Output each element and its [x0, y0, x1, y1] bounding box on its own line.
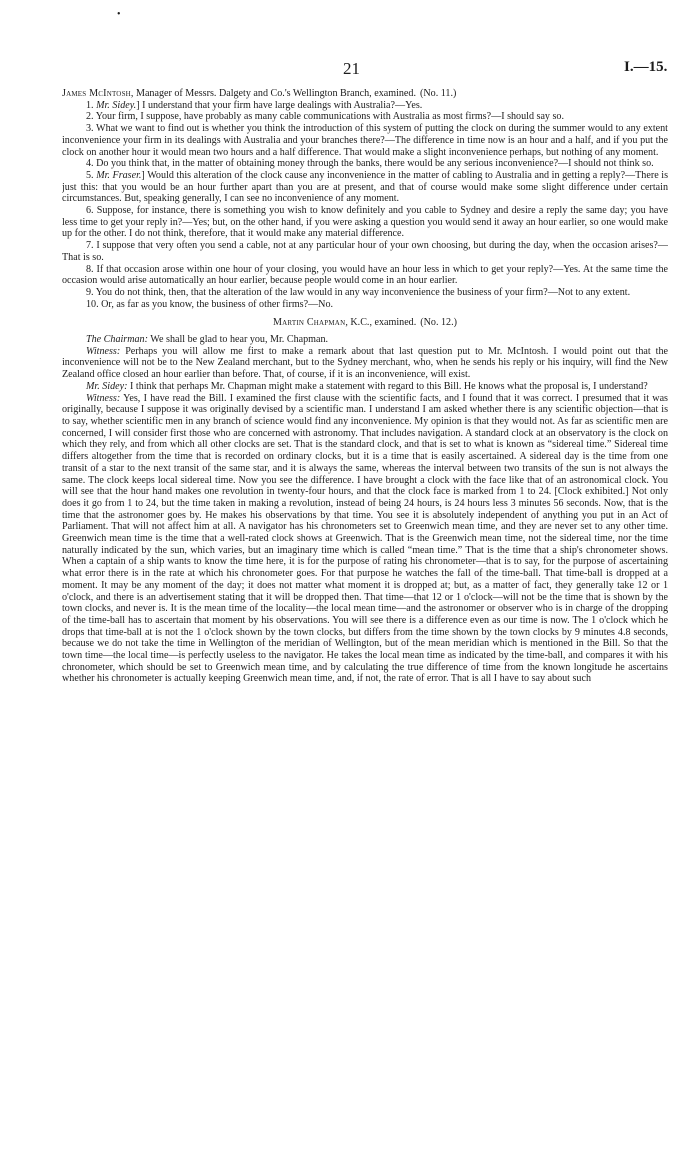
- witness-name: Martin Chapman: [272, 317, 346, 329]
- speaker-name: Witness:: [86, 345, 121, 357]
- witness-number: (No. 11.): [420, 88, 457, 99]
- speaker-name: Mr. Sidey.: [96, 99, 137, 111]
- question-paragraph: 5. Mr. Fraser.] Would this alteration of the clock cause any inconvenience in the matter of cabling to Australia and in getting a reply?—There is just this: that you would be an hour further apart than you are at present, and that of course would make some slight difference under certain circumstances. But, speaking generally, I can see no inconvenience of any moment.: [62, 169, 668, 205]
- witness-heading-mcintosh: [62, 88, 668, 100]
- page-number: 21: [343, 59, 360, 78]
- testimony-paragraph: Witness: Perhaps you will allow me first to make a remark about that last question put to Mr. McIntosh. I would point out that the inconvenience will not be to the New Zealand merchant, but to the Sydney merchant, who, when he sends his reply or his inquiry, will find the New Zealand office closed an hour earlier than before. That, of course, if it is an inconvenience, will exist.: [62, 345, 668, 381]
- document-reference: I.—15.: [624, 59, 668, 75]
- question-paragraph: 4. Do you think that, in the matter of obtaining money through the banks, there would be any serious inconvenience?—I should not think so.: [86, 158, 654, 170]
- testimony-paragraph: Witness: Yes, I have read the Bill. I examined the first clause with the scientific facts, and I found that it was correct. I presumed that it was originally, because I suppose it was originally devised by a scientific man. I understand I am asked whether there is any scientific objection—that is to say, whether scientific men in any branch of science would find any inconvenience. My opinion is that they would not. As far as scientific men are concerned, I will consider first those who are concerned with astronomy. That includes navigation. A standard clock at an observatory is the clock on which they rely, and from which all other clocks are set. That is the standard clock, and that is set to what is known as “sidereal time.” Sidereal time differs altogether from the time that is recorded on ordinary clocks, but it is a time that is easily ascertained. A sidereal day is the time from one transit of a star to the next transit of the same star, and it is always the same, whereas the interval between two transits of the sun is not always the same. The clock keeps local sidereal time. Now you see the difference. I have brought a clock with the face like that of an astronomical clock. You will see that the hour hand makes one revolution in twenty-four hours, and that the clock face is marked from 1 to 24. [Clock exhibited.] Not only does it go from 1 to 24, but the time taken in making a revolution, instead of being 24 hours, is 24 hours less 3 minutes 56 seconds. Now, that is the time that the astronomer goes by. He makes his observations by that time. You see it is absolutely independent of anything you put in an Act of Parliament. That will not affect him at all. A navigator has his chronometers set to Greenwich mean time, and they are never set to any other time. Greenwich mean time is the time that a well-rated clock shows at Greenwich. That is the Greenwich mean time, not the sidereal time, nor the time naturally indicated by the sun, which varies, but an imaginary time which is called “mean time.” That is the time that a ship's chronometer shows. When a captain of a ship wants to know the time here, it is for the purpose of rating his chronometer—that is to say, for the purpose of ascertaining what error there is in the rate at which his chronometer goes. For that purpose he watches the fall of the time-ball. That time-ball is dropped at a moment. It may be any moment of the day; it does not matter what moment it is dropped at; but, as a matter of fact, they generally take 12 or 1 o'clock, and there is an advertisement stating that it will be dropped then. That time—that 12 or 1 o'clock—will not be the time that is shown by the town clocks, and never is. It is the mean time of the locality—the local mean time—and the astronomer or observer who is in charge of the dropping of the time-ball has to ascertain that moment by his observations. You will see there is a difference even as our time is now. The 1 o'clock which he drops that time-ball at is not the 1 o'clock shown by the town clocks, but differs from the time shown by the town clocks by 9 minutes 4.8 seconds, because we do not take the time in Wellington of the meridian of Wellington, but of the mean meridian which is mentioned in the Bill. So that the town time—the local time—is perfectly useless to the navigator. He takes the local mean time as indicated by the time-ball, and compares it with his chronometer, which should be set to Greenwich mean time, and by calculating the true difference of time from the known longitude he ascertains whether his chronometer is actually keeping Greenwich mean time, and, if not, the rate of error. That is all I have to say about such: [62, 392, 668, 685]
- question-paragraph: 1. Mr. Sidey.] I understand that your firm have large dealings with Australia?—Yes.: [86, 99, 423, 111]
- witness-description: , Manager of Messrs. Dalgety and Co.'s Wellington Branch, examined.: [130, 88, 416, 99]
- speaker-name: The Chairman:: [86, 334, 148, 346]
- witness-name: James McIntosh: [62, 88, 131, 99]
- question-paragraph: 6. Suppose, for instance, there is something you wish to know definitely and you cable to Sydney and desire a reply the same day; you have less time to get your reply in?—Yes; but, on the other hand, if you were asking a question you would send it away an hour earlier, so one would make up for the other. I do not think, therefore, that it would make any material difference.: [62, 205, 668, 240]
- question-paragraph: 9. You do not think, then, that the alteration of the law would in any way inconvenience the business of your firm?—Not to any extent.: [86, 286, 631, 298]
- speaker-name: Mr. Fraser.: [96, 169, 142, 181]
- testimony-paragraph: The Chairman: We shall be glad to hear you, Mr. Chapman.: [86, 334, 329, 346]
- question-paragraph: 7. I suppose that very often you send a cable, not at any particular hour of your own choosing, but during the day, when the occasion arises?—That is so.: [62, 240, 668, 263]
- speaker-name: Mr. Sidey:: [86, 380, 128, 392]
- witness-heading-chapman: [62, 317, 668, 329]
- document-body: [62, 88, 668, 1148]
- page-dot-mark: •: [117, 9, 121, 20]
- speaker-name: Witness:: [86, 392, 121, 404]
- question-paragraph: 3. What we want to find out is whether you think the introduction of this system of putting the clock on during the summer would to any extent inconvenience your firm in its dealings with Australia and your branches there?—The difference in time now is an hour and a half, and if you put the clock on another hour it would mean two hours and a half difference. That would make a slight inconvenience perhaps, but nothing of any moment.: [62, 123, 668, 158]
- question-paragraph: 10. Or, as far as you know, the business of other firms?—No.: [86, 298, 334, 310]
- witness-number: (No. 12.): [420, 317, 457, 329]
- testimony-paragraph: Mr. Sidey: I think that perhaps Mr. Chapman might make a statement with regard to this Bill. He knows what the proposal is, I understand?: [86, 380, 648, 392]
- question-paragraph: 8. If that occasion arose within one hour of your closing, you would have an hour less in which to get your reply?—Yes. At the same time the occasion would arise automatically an hour earlier, because people would come in an hour earlier.: [62, 263, 668, 287]
- witness-description: , K.C., examined.: [345, 317, 417, 329]
- question-paragraph: 2. Your firm, I suppose, have probably as many cable communications with Australia as most firms?—I should say so.: [86, 111, 564, 123]
